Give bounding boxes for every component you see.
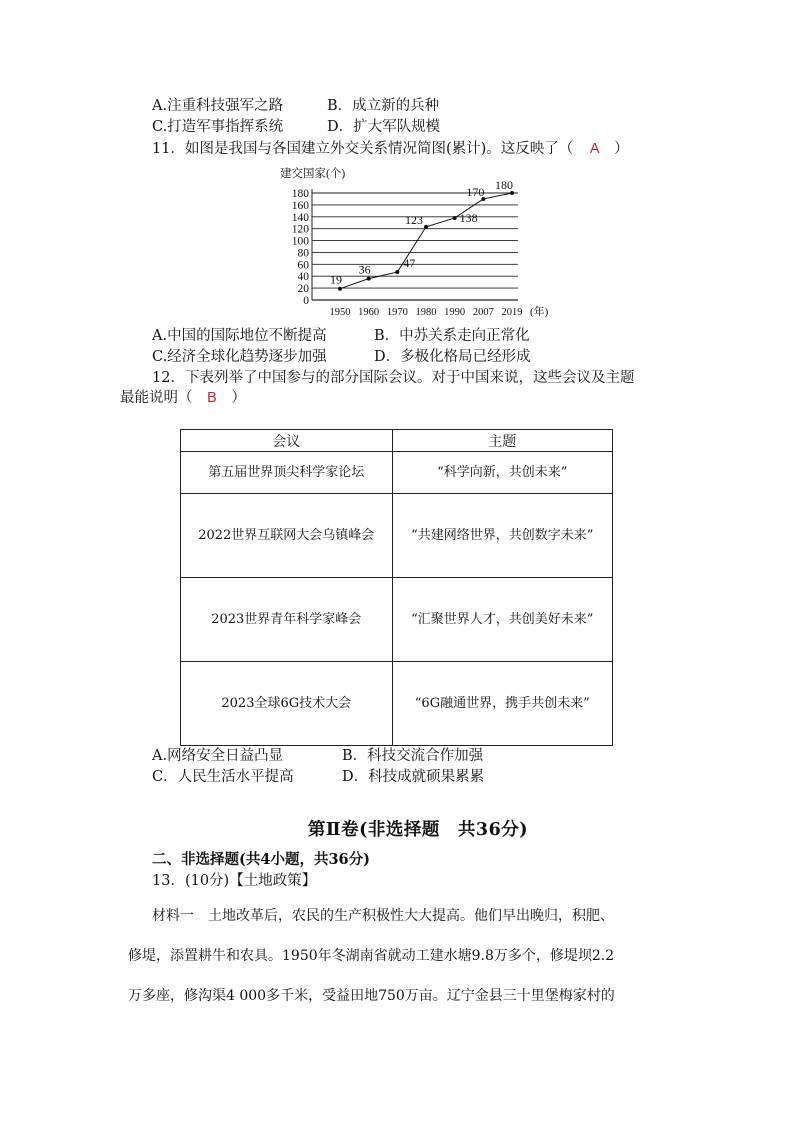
table-header-theme: 主题 xyxy=(392,430,612,452)
q11-option-d: D．多极化格局已经形成 xyxy=(374,349,531,365)
table-header-row xyxy=(181,430,613,452)
chart-y-tick-label: 60 xyxy=(297,259,309,272)
q10-option-d: D．扩大军队规模 xyxy=(327,119,441,135)
q11-stem xyxy=(152,139,629,159)
table-cell-conference: 第五届世界顶尖科学家论坛 xyxy=(181,452,393,494)
chart-data-label: 138 xyxy=(459,210,478,225)
chart-data-point xyxy=(367,277,371,281)
q11-stem-text: 11．如图是我国与各国建立外交关系情况简图(累计)。这反映了（ xyxy=(152,141,574,157)
q10-option-c: C.打造军事指挥系统 xyxy=(152,119,284,135)
table-cell-theme: “汇聚世界人才，共创美好未来” xyxy=(392,578,612,662)
q12-close-paren: ） xyxy=(231,390,246,406)
chart-data-point xyxy=(338,287,342,291)
chart-y-tick-label: 140 xyxy=(291,211,309,224)
table-row xyxy=(181,662,613,746)
conference-table xyxy=(180,429,613,746)
q12-stem-line1: 12．下表列举了中国参与的部分国际会议。对于中国来说，这些会议及主题 xyxy=(152,370,635,386)
chart-data-point xyxy=(395,270,399,274)
table-cell-theme: “共建网络世界，共创数字未来” xyxy=(392,494,612,578)
chart-y-tick-label: 120 xyxy=(291,223,309,236)
chart-y-tick-label: 180 xyxy=(291,188,309,200)
q12-option-d: D．科技成就硕果累累 xyxy=(342,769,485,785)
chart-x-ticks xyxy=(330,307,523,318)
chart-x-tick-label: 1990 xyxy=(444,307,466,318)
chart-y-tick-label: 80 xyxy=(297,247,309,260)
q11-option-b: B．中苏关系走向正常化 xyxy=(374,328,530,344)
material-line-2: 修堤，添置耕牛和农具。1950年冬湖南省就动工建水塘9.8万多个，修堤坝2.2 xyxy=(128,948,615,964)
chart-data-label: 123 xyxy=(405,212,423,227)
chart-x-tick-label: 1960 xyxy=(358,307,380,318)
chart-y-tick-label: 100 xyxy=(291,235,309,248)
chart-x-tick-label: 1950 xyxy=(329,307,351,318)
chart-x-axis-label: (年) xyxy=(530,306,549,318)
q11-answer: A xyxy=(589,141,600,157)
table-row xyxy=(181,578,613,662)
chart-data-label: 180 xyxy=(495,178,513,192)
chart-data-point xyxy=(424,225,428,229)
chart-data-point xyxy=(453,216,457,220)
q11-option-c: C.经济全球化趋势逐步加强 xyxy=(152,349,327,365)
diplomatic-relations-chart xyxy=(270,165,570,325)
chart-y-tick-label: 0 xyxy=(303,295,309,307)
table-row xyxy=(181,452,613,494)
chart-y-axis-label: 建交国家(个) xyxy=(280,168,346,180)
chart-x-tick-label: 1970 xyxy=(386,307,408,318)
q12-stem-line2 xyxy=(120,388,246,408)
chart-data-label: 19 xyxy=(330,272,342,287)
material-line-1: 材料一 土地改革后，农民的生产积极性大大提高。他们早出晚归，积肥、 xyxy=(152,908,614,924)
section-heading: 第Ⅱ卷(非选择题 共36分) xyxy=(307,820,529,840)
chart-x-tick-label: 1980 xyxy=(415,307,437,318)
q11-option-a: A.中国的国际地位不断提高 xyxy=(152,328,327,344)
q13-title: 13．(10分)【土地政策】 xyxy=(152,873,317,889)
q12-answer: B xyxy=(207,390,217,406)
part2-title: 二、非选择题(共4小题，共36分) xyxy=(152,851,370,868)
q12-option-a: A.网络安全日益凸显 xyxy=(152,748,284,764)
table-cell-conference: 2023世界青年科学家峰会 xyxy=(181,578,393,662)
table-row xyxy=(181,494,613,578)
chart-y-ticks xyxy=(292,188,310,307)
q10-option-a: A.注重科技强军之路 xyxy=(152,98,284,114)
q12-option-b: B．科技交流合作加强 xyxy=(342,748,484,764)
chart-y-tick-label: 20 xyxy=(297,283,309,296)
table-cell-conference: 2022世界互联网大会乌镇峰会 xyxy=(181,494,393,578)
chart-x-tick-label: 2019 xyxy=(501,307,523,318)
chart-y-tick-label: 160 xyxy=(291,199,309,212)
chart-x-tick-label: 2007 xyxy=(472,307,494,318)
table-cell-conference: 2023全球6G技术大会 xyxy=(181,662,393,746)
chart-data-label: 47 xyxy=(403,256,416,271)
chart-data-label: 36 xyxy=(358,262,371,277)
table-cell-theme: “科学向新，共创未来” xyxy=(392,452,612,494)
table-cell-theme: “6G融通世界，携手共创未来” xyxy=(392,662,612,746)
chart-y-tick-label: 40 xyxy=(297,271,309,284)
chart-data-label: 170 xyxy=(466,184,485,199)
q12-stem-text: 最能说明（ xyxy=(120,390,193,406)
material-line-3: 万多座，修沟渠4 000多千米，受益田地750万亩。辽宁金县三十里堡梅家村的 xyxy=(128,988,615,1004)
q12-option-c: C．人民生活水平提高 xyxy=(152,769,294,785)
chart-series xyxy=(330,178,514,291)
table-header-conference: 会议 xyxy=(181,430,393,452)
q11-close-paren: ） xyxy=(614,141,629,157)
q10-option-b: B．成立新的兵种 xyxy=(327,98,440,114)
